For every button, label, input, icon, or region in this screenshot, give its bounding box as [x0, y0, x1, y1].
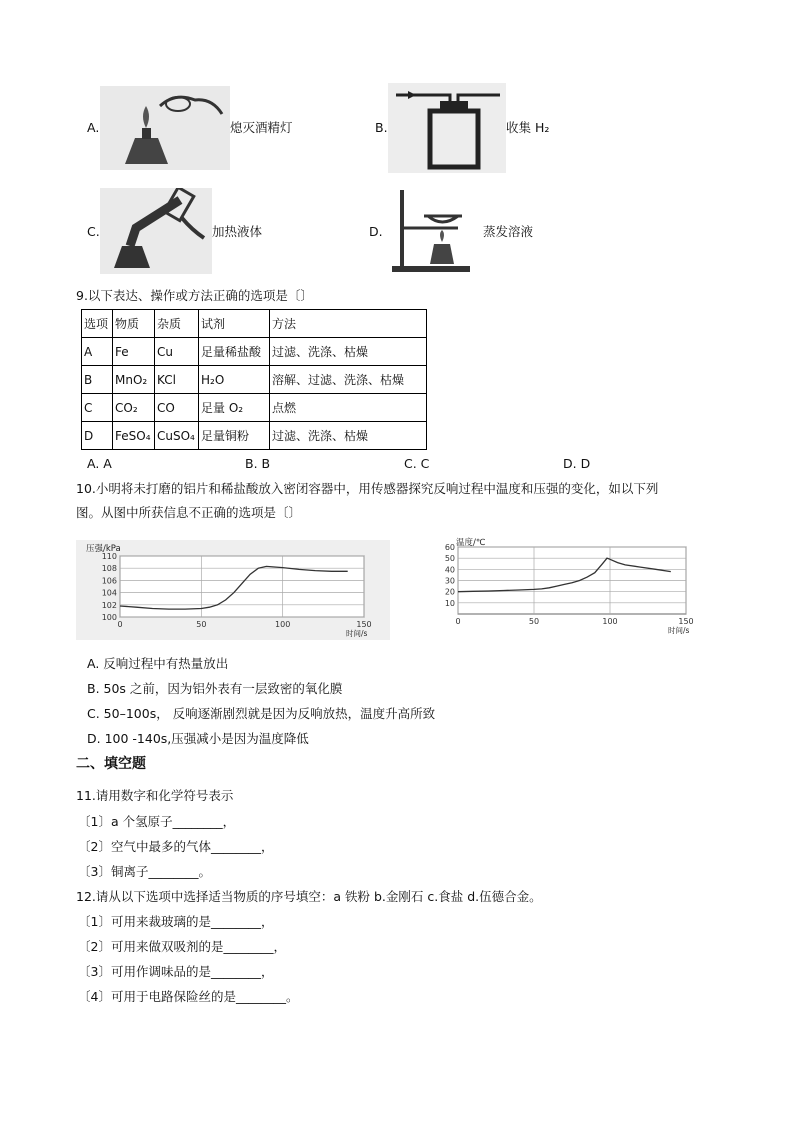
q10-question-line1: 10.小明将未打磨的铝片和稀盐酸放入密闭容器中，用传感器探究反响过程中温度和压强的变化，如以下列	[76, 481, 659, 496]
table-cell: C	[82, 394, 113, 422]
table-cell: H₂O	[199, 366, 270, 394]
q11-item: 〔2〕空气中最多的气体________，	[78, 839, 274, 854]
evaporating-solution-image	[388, 186, 474, 274]
q11-item: 〔1〕a 个氢原子________，	[78, 814, 236, 829]
table-cell: 过滤、洗涤、枯燥	[270, 422, 427, 450]
y-tick-label: 108	[101, 564, 117, 574]
q11-question: 11.请用数字和化学符号表示	[76, 788, 234, 803]
q9-question: 9.以下表达、操作或方法正确的选项是〔〕	[76, 288, 313, 303]
temperature-chart	[426, 536, 698, 638]
header-cell: 杂质	[155, 310, 199, 338]
y-axis-label: 温度/℃	[456, 538, 486, 548]
x-tick-label: 100	[275, 620, 291, 629]
q10-option-d: D. 100 -140s,压强减小是因为温度降低	[87, 731, 309, 746]
q12-item: 〔4〕可用于电路保险丝的是________。	[78, 989, 299, 1004]
table-cell: 足量稀盐酸	[199, 338, 270, 366]
table-row	[82, 338, 427, 366]
table-cell: CO	[155, 394, 199, 422]
y-tick-label: 20	[444, 587, 455, 597]
q12-item: 〔1〕可用来裁玻璃的是________，	[78, 914, 274, 929]
y-tick-label: 30	[444, 576, 455, 586]
header-cell: 物质	[113, 310, 155, 338]
table-cell: MnO₂	[113, 366, 155, 394]
table-cell: 足量 O₂	[199, 394, 270, 422]
table-cell: 足量铜粉	[199, 422, 270, 450]
y-tick-label: 110	[101, 552, 117, 561]
temperature-chart-svg	[426, 536, 698, 638]
alcohol-lamp-extinguish-image	[100, 86, 230, 170]
option-d-letter: D.	[369, 224, 383, 239]
q9-answer-b: B. B	[245, 456, 271, 471]
table-cell: 过滤、洗涤、枯燥	[270, 338, 427, 366]
table-row	[82, 394, 427, 422]
q11-item: 〔3〕铜离子________。	[78, 864, 211, 879]
q12-question: 12.请从以下选项中选择适当物质的序号填空：a 铁粉 b.金刚石 c.食盐 d.伍德合金。	[76, 889, 542, 904]
table-row	[82, 366, 427, 394]
x-tick-label: 150	[678, 617, 694, 626]
table-cell: KCl	[155, 366, 199, 394]
y-tick-label: 100	[101, 613, 117, 622]
table-cell: FeSO₄	[113, 422, 155, 450]
q12-item: 〔2〕可用来做双吸剂的是________，	[78, 939, 286, 954]
x-tick-label: 150	[356, 620, 372, 629]
option-c-letter: C.	[87, 224, 100, 239]
table-cell: B	[82, 366, 113, 394]
x-axis-label: 时间/s	[346, 629, 368, 638]
y-tick-label: 106	[101, 576, 117, 586]
table-row	[82, 422, 427, 450]
option-b-letter: B.	[375, 120, 388, 135]
y-axis-label: 压强/kPa	[86, 544, 121, 554]
x-axis-label: 时间/s	[668, 626, 690, 635]
plot-area	[120, 556, 364, 617]
table-cell: CO₂	[113, 394, 155, 422]
x-tick-label: 0	[455, 617, 461, 626]
q10-option-c: C. 50–100s， 反响逐渐剧烈就是因为反响放热，温度升高所致	[87, 706, 436, 721]
q9-table	[81, 309, 427, 450]
option-b-caption: 收集 H₂	[506, 120, 550, 135]
table-cell: A	[82, 338, 113, 366]
q9-answer-a: A. A	[87, 456, 112, 471]
header-cell: 选项	[82, 310, 113, 338]
table-cell: Cu	[155, 338, 199, 366]
table-cell: Fe	[113, 338, 155, 366]
table-header-row	[82, 310, 427, 338]
q10-question-line2: 图。从图中所获信息不正确的选项是〔〕	[76, 505, 302, 520]
section-heading: 二、填空题	[76, 756, 146, 772]
x-tick-label: 0	[117, 620, 123, 629]
y-tick-label: 10	[444, 598, 455, 608]
y-tick-label: 60	[444, 543, 455, 552]
y-tick-label: 40	[444, 565, 455, 575]
y-tick-label: 102	[101, 600, 117, 610]
table-cell: CuSO₄	[155, 422, 199, 450]
pressure-chart	[76, 540, 390, 640]
q10-option-a: A. 反响过程中有热量放出	[87, 656, 229, 671]
q9-answer-d: D. D	[563, 456, 591, 471]
table-cell: 点燃	[270, 394, 427, 422]
header-cell: 试剂	[199, 310, 270, 338]
pressure-chart-svg	[76, 540, 390, 640]
gas-collection-bottle-image	[388, 83, 506, 173]
x-tick-label: 100	[602, 617, 618, 626]
x-tick-label: 50	[196, 620, 207, 629]
x-tick-label: 50	[528, 617, 540, 626]
y-tick-label: 104	[101, 588, 117, 598]
header-cell: 方法	[270, 310, 427, 338]
y-tick-label: 50	[444, 554, 455, 564]
option-c-caption: 加热液体	[212, 224, 263, 239]
option-d-caption: 蒸发溶液	[483, 224, 534, 239]
q12-item: 〔3〕可用作调味品的是________，	[78, 964, 274, 979]
q10-option-b: B. 50s 之前，因为铝外表有一层致密的氧化膜	[87, 681, 343, 696]
heating-liquid-image	[100, 188, 212, 274]
table-cell: 溶解、过滤、洗涤、枯燥	[270, 366, 427, 394]
option-a-caption: 熄灭酒精灯	[230, 120, 293, 135]
table-cell: D	[82, 422, 113, 450]
q9-answer-c: C. C	[404, 456, 430, 471]
option-a-letter: A.	[87, 120, 100, 135]
